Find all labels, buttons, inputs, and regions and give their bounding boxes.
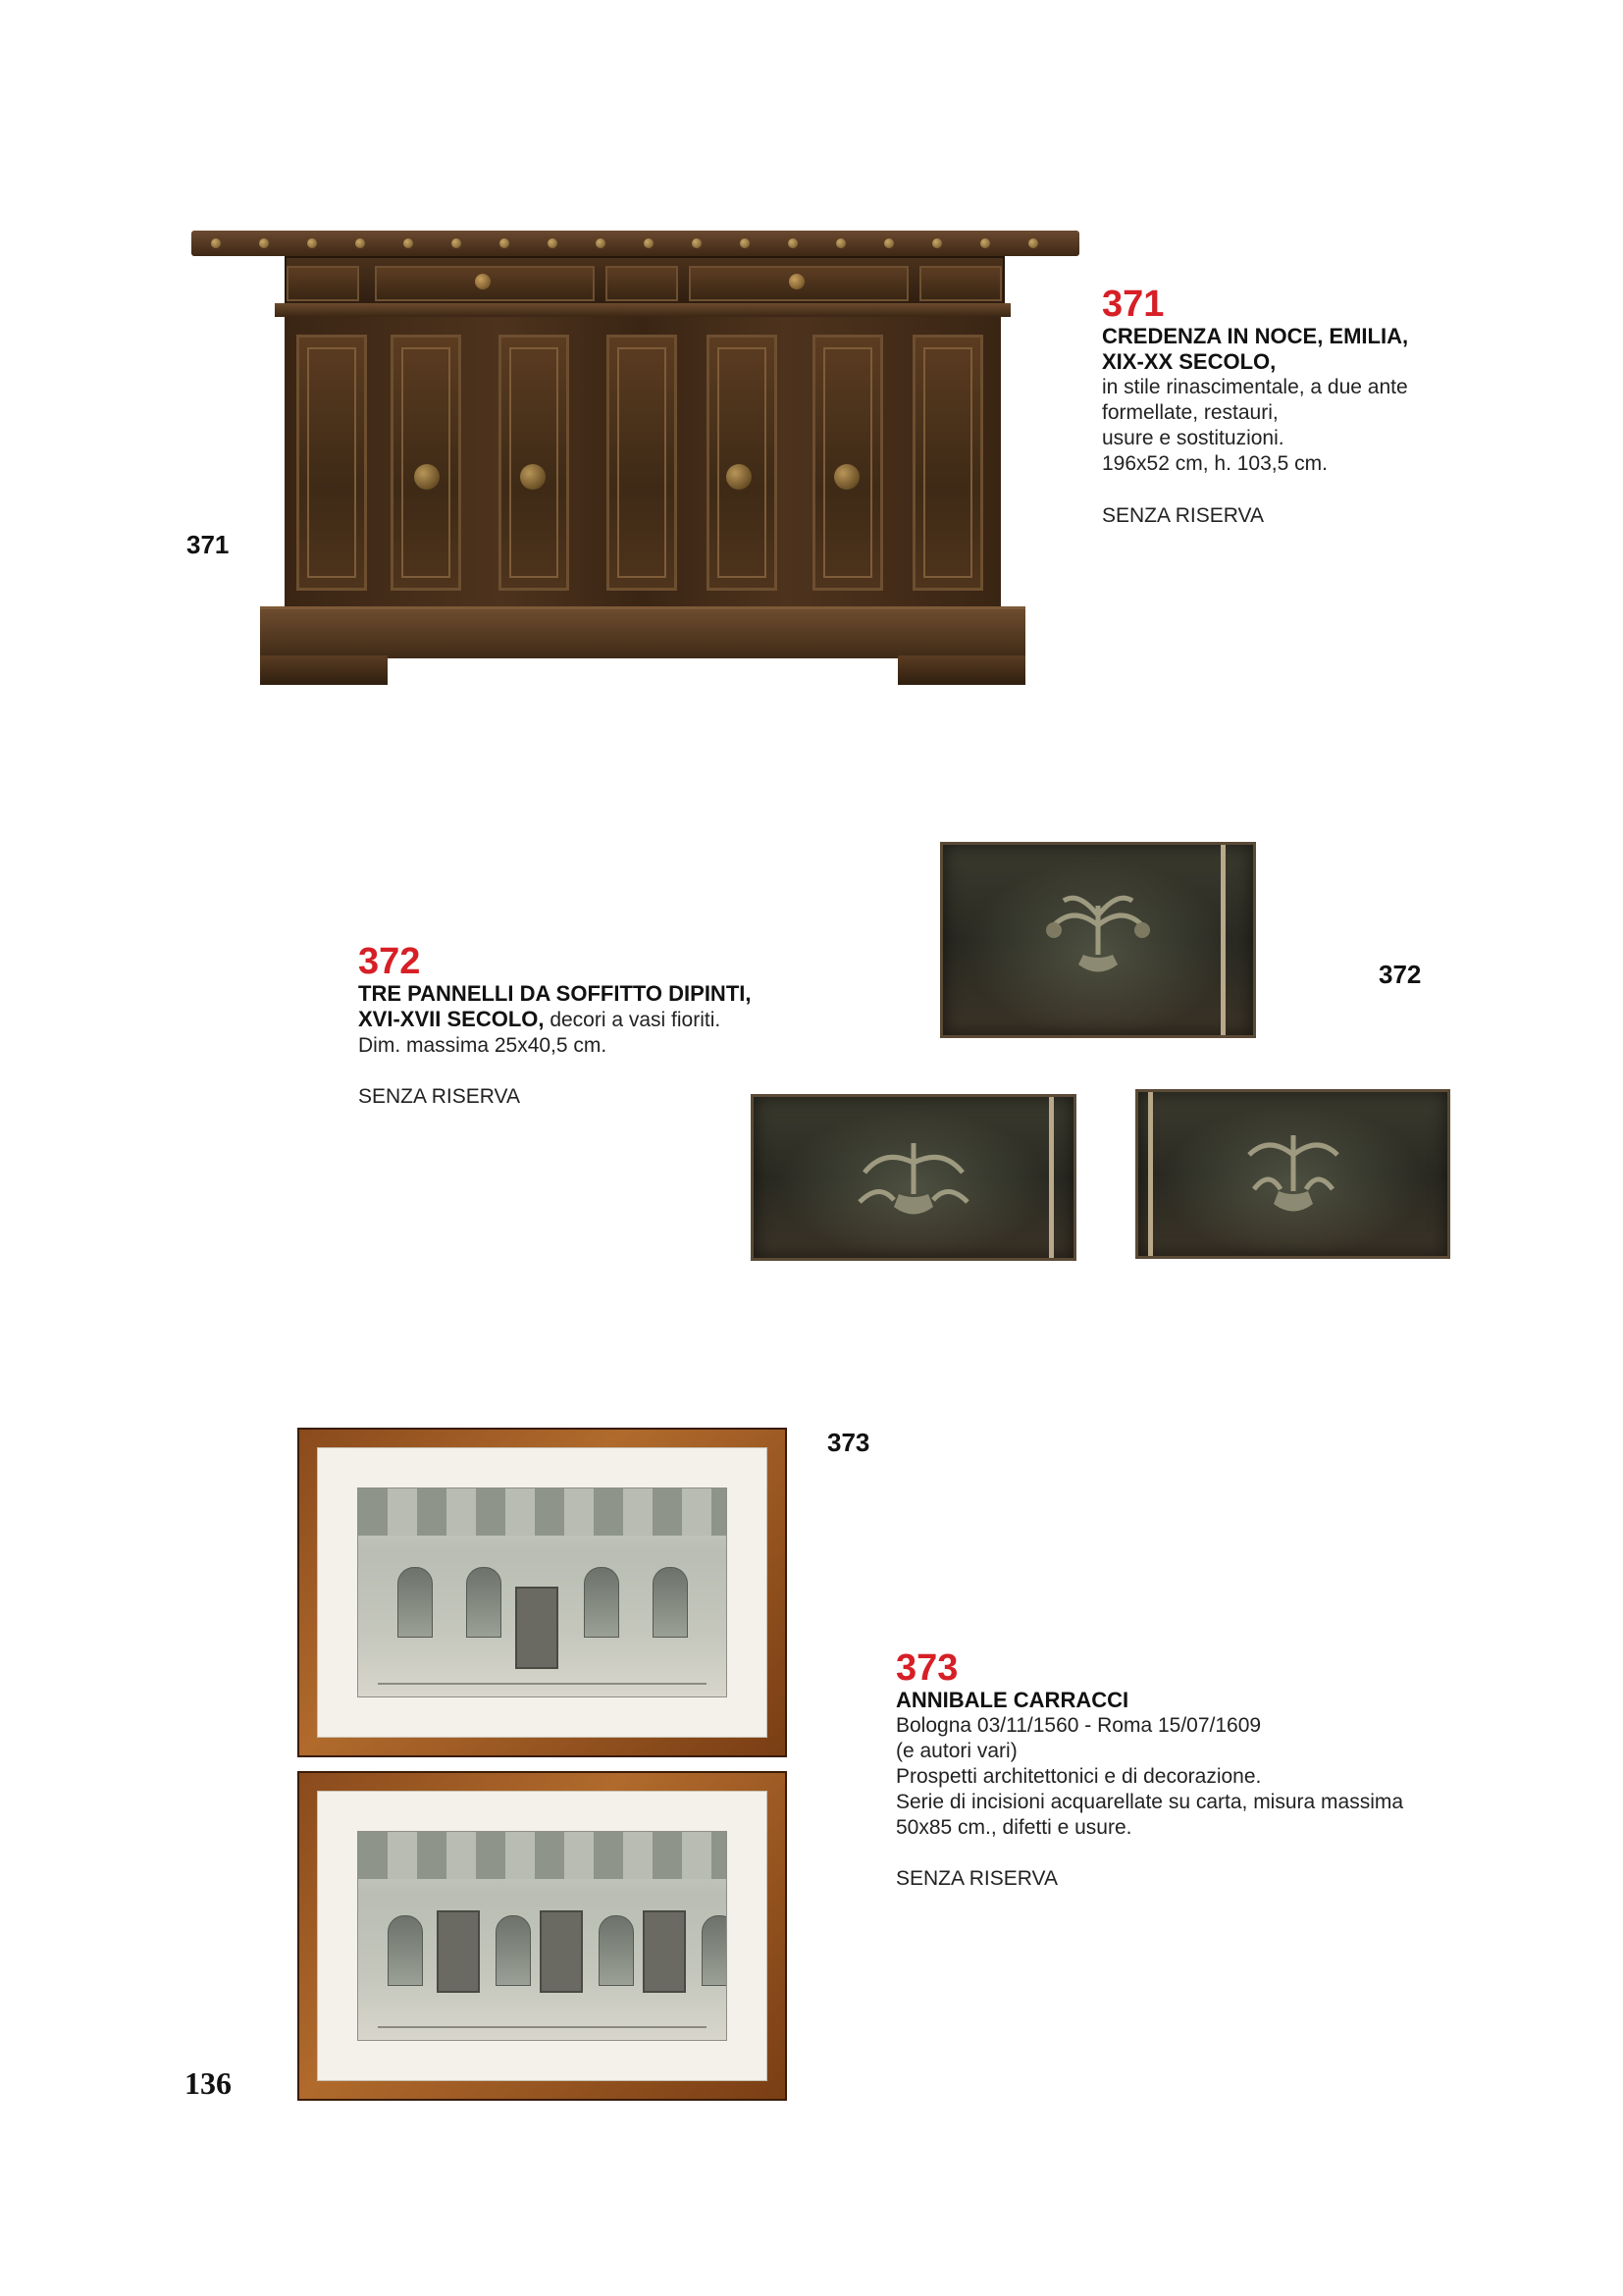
credenza-base	[260, 606, 1025, 658]
lot-371-side-number: 371	[186, 530, 230, 559]
stud	[1028, 238, 1038, 248]
credenza-drawers	[285, 256, 1005, 307]
stud	[259, 238, 269, 248]
lot-373-reserve: SENZA RISERVA	[896, 1867, 1058, 1890]
stud	[836, 238, 846, 248]
lot-372-title-rest: decori a vasi fioriti.	[544, 1009, 721, 1031]
lot-372-desc-1: Dim. massima 25x40,5 cm.	[358, 1034, 607, 1057]
page-number: 136	[184, 2065, 232, 2101]
vase-ornament-icon	[1024, 886, 1172, 994]
ceiling-panel-top	[940, 842, 1256, 1038]
lot-371-desc-1: in stile rinascimentale, a due ante	[1102, 376, 1408, 398]
lot-372-side-number: 372	[1379, 960, 1422, 989]
lot-373-desc-3: Prospetti architettonici e di decorazione.	[896, 1765, 1262, 1788]
lot-372-title-line1: TRE PANNELLI DA SOFFITTO DIPINTI,	[358, 981, 752, 1006]
stud	[451, 238, 461, 248]
credenza-top	[191, 231, 1079, 256]
credenza-body	[285, 317, 1001, 606]
lot-373-desc-4: Serie di incisioni acquarellate su carta, misura massima	[896, 1791, 1404, 1813]
stud	[355, 238, 365, 248]
engraving-bottom	[357, 1831, 727, 2041]
credenza-photo	[191, 231, 1079, 692]
stud	[884, 238, 894, 248]
lot-372-title-line2: XVI-XVII SECOLO,	[358, 1007, 545, 1031]
stud	[307, 238, 317, 248]
lot-371-title-line1: CREDENZA IN NOCE, EMILIA,	[1102, 324, 1409, 348]
stud	[499, 238, 509, 248]
lot-373-desc-1: Bologna 03/11/1560 - Roma 15/07/1609	[896, 1714, 1262, 1737]
lot-373-side-number: 373	[827, 1428, 870, 1457]
stud	[596, 238, 605, 248]
lot-371-desc-2: formellate, restauri,	[1102, 401, 1279, 424]
stud	[692, 238, 702, 248]
stud	[980, 238, 990, 248]
lot-373-number: 373	[896, 1647, 959, 1689]
credenza-foot-right	[898, 655, 1025, 685]
stud	[932, 238, 942, 248]
stud	[548, 238, 557, 248]
lot-371-desc-4: 196x52 cm, h. 103,5 cm.	[1102, 452, 1328, 475]
credenza-foot-left	[260, 655, 388, 685]
lot-372-text	[358, 942, 868, 1110]
stud	[788, 238, 798, 248]
stud	[403, 238, 413, 248]
lot-373-title: ANNIBALE CARRACCI	[896, 1688, 1129, 1712]
lot-373-desc-2: (e autori vari)	[896, 1740, 1018, 1762]
ceiling-panel-left	[751, 1094, 1076, 1261]
lot-372-number: 372	[358, 941, 421, 982]
lot-373-desc-5: 50x85 cm., difetti e usure.	[896, 1816, 1132, 1839]
framed-engraving-bottom	[297, 1771, 787, 2101]
credenza-ledge	[275, 303, 1011, 317]
lot-372-reserve: SENZA RISERVA	[358, 1085, 520, 1108]
vase-ornament-icon	[840, 1123, 987, 1231]
lot-371-desc-3: usure e sostituzioni.	[1102, 427, 1284, 449]
lot-371-reserve: SENZA RISERVA	[1102, 504, 1264, 527]
lot-373-text	[896, 1648, 1445, 1892]
stud	[211, 238, 221, 248]
stud	[644, 238, 654, 248]
lot-371-number: 371	[1102, 284, 1165, 325]
ceiling-panel-right	[1135, 1089, 1450, 1259]
vase-ornament-icon	[1220, 1121, 1367, 1228]
engraving-top	[357, 1487, 727, 1697]
framed-engraving-top	[297, 1428, 787, 1757]
lot-371-title-line2: XIX-XX SECOLO,	[1102, 349, 1277, 374]
stud	[740, 238, 750, 248]
lot-371-text	[1102, 285, 1593, 529]
